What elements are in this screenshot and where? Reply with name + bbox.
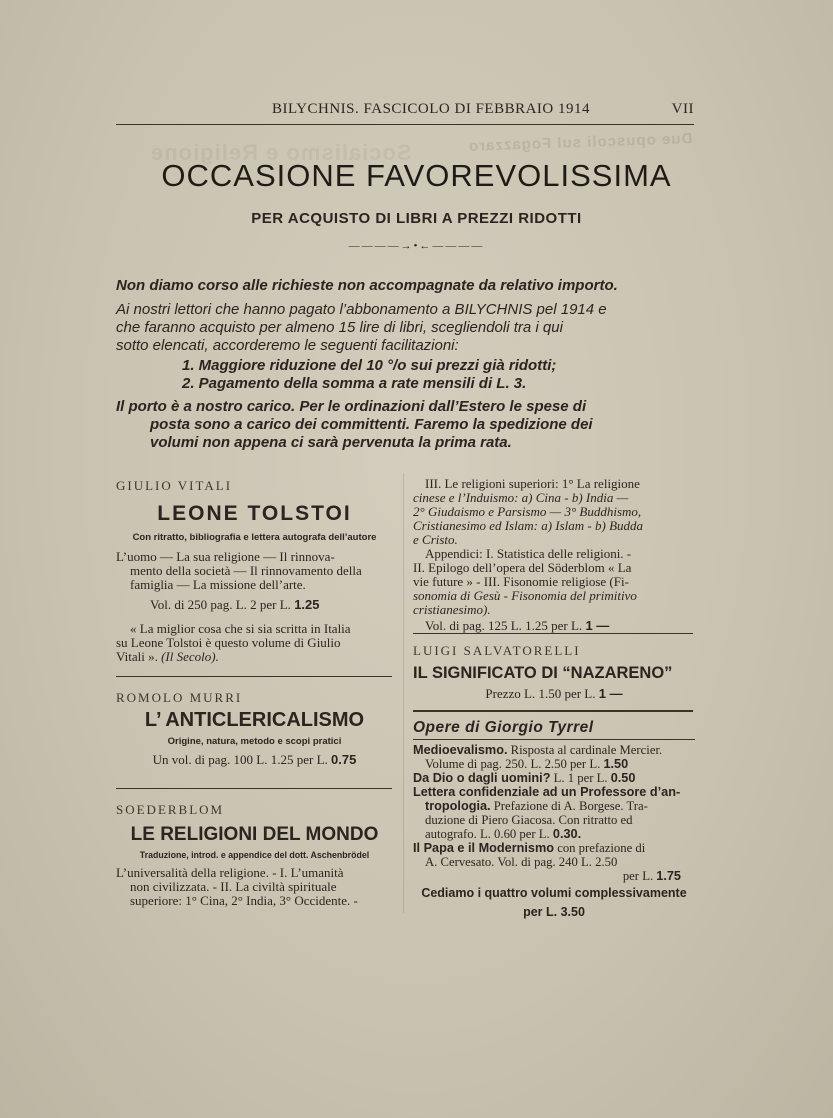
quote-source: (Il Secolo). [161, 649, 219, 664]
notice-line: Il porto è a nostro carico. Per le ordinazioni dall’Estero le spese di [116, 398, 587, 415]
right-column-tyrrel [413, 719, 695, 922]
offer-line: per L. 3.50 [523, 905, 585, 919]
section-rule [116, 676, 392, 677]
book-description [116, 550, 393, 592]
price-value: 1.25 [294, 597, 320, 612]
section-rule [413, 633, 693, 634]
price-value: 0.75 [331, 752, 357, 767]
text-line: cinese e l’Induismo: a) Cina - b) India — [413, 490, 629, 505]
text-line: duzione di Piero Giacosa. Con ritratto ed [425, 813, 633, 827]
shipping-notice [116, 398, 694, 452]
right-column-salvatorelli [413, 643, 695, 701]
left-column-soederblom [116, 802, 393, 908]
offer-line: Cediamo i quattro volumi complessivamente [421, 886, 687, 900]
book-price [116, 753, 393, 767]
notice-line: posta sono a carico dei committenti. Faremo la spedizione dei [150, 416, 593, 433]
notice-line: che faranno acquisto per almeno 15 lire di libri, scegliendoli tra i qui [116, 319, 563, 336]
section-rule [413, 710, 693, 712]
price-text: Prezzo L. 1.50 per L. [485, 686, 599, 701]
text-line [413, 827, 695, 841]
book-author: GIULIO VITALI [116, 478, 233, 493]
book-price [413, 619, 695, 633]
price-text: per L. [622, 869, 657, 883]
text-line: III. Le religioni superiori: 1° La religione [425, 476, 640, 491]
left-column-murri [116, 690, 393, 767]
price-text: Un vol. di pag. 100 L. 1.25 per L. [152, 752, 332, 767]
book-quote [116, 622, 393, 664]
column-divider [403, 473, 404, 913]
text-line: mento della società — Il rinnovamento della [130, 563, 362, 578]
price-value: 1 — [585, 618, 610, 633]
price-value: 1.50 [603, 757, 629, 771]
price-text: autografo. L. 0.60 per L. [425, 827, 553, 841]
book-title: Da Dio o dagli uomini? [413, 771, 551, 785]
text-line: « La miglior cosa che si sia scritta in Italia [130, 621, 351, 636]
left-column [116, 478, 393, 664]
page-title: OCCASIONE FAVOREVOLISSIMA [161, 158, 672, 193]
book-author: ROMOLO MURRI [116, 690, 243, 705]
text-line [413, 869, 695, 883]
book-author: LUIGI SALVATORELLI [413, 643, 581, 658]
bundle-offer [413, 884, 695, 922]
book-title: L’ ANTICLERICALISMO [144, 709, 365, 731]
text-line [413, 757, 695, 771]
notice-item: 1. Maggiore riduzione del 10 °/o sui prezzi già ridotti; [182, 357, 557, 374]
text-line [413, 785, 695, 799]
book-title: tropologia. [425, 799, 491, 813]
book-description [116, 866, 393, 908]
text-line: cristianesimo). [413, 602, 491, 617]
notice-line: volumi non appena ci sarà pervenuta la prima rata. [150, 434, 512, 451]
section-rule [116, 788, 392, 789]
text-run: Prefazione di A. Borgese. Tra- [490, 799, 648, 813]
running-head-title: BILYCHNIS. FASCICOLO DI FEBBRAIO 1914 [272, 101, 590, 117]
notice-line: Ai nostri lettori che hanno pagato l’abbonamento a BILYCHNIS pel 1914 e [116, 301, 607, 318]
book-title: Medioevalismo. [413, 743, 508, 757]
header-rule [116, 124, 694, 125]
book-price [116, 598, 393, 612]
ornament-divider: ————→•←———— [348, 240, 485, 252]
book-price [413, 687, 695, 701]
tyrrel-list [413, 743, 695, 883]
text-run: Risposta al cardinale Mercier. [507, 743, 663, 757]
text-run: con prefazione di [554, 841, 646, 855]
notice-line: sotto elencati, accorderemo le seguenti facilitazioni: [116, 337, 459, 354]
quote-end: Vitali ». [116, 649, 162, 664]
price-text: Vol. di 250 pag. L. 2 per L. [150, 597, 295, 612]
text-line [413, 799, 695, 813]
price-text: L. 1 per L. [550, 771, 611, 785]
book-subtitle: Traduzione, introd. e appendice del dott. Aschenbrödel [139, 850, 370, 860]
price-value: 0.50 [610, 771, 636, 785]
heading-rule [413, 739, 695, 740]
book-title: IL SIGNIFICATO DI “NAZARENO” [413, 664, 673, 682]
section-heading: Opere di Giorgio Tyrrel [413, 719, 594, 736]
text-line [413, 743, 695, 757]
text-line [116, 650, 393, 664]
text-line: e Cristo. [413, 532, 458, 547]
notice-list [182, 357, 682, 393]
text-line: L’universalità della religione. - I. L’umanità [116, 865, 344, 880]
notice-first-line: Non diamo corso alle richieste non accompagnate da relativo importo. [116, 277, 618, 294]
right-column-soederblom-cont [413, 477, 695, 633]
text-line: famiglia — La missione dell’arte. [130, 577, 306, 592]
text-line: vie future » - III. Fisonomie religiose (Fi- [413, 574, 629, 589]
text-line: superiore: 1° Cina, 2° India, 3° Occidente. - [130, 893, 358, 908]
price-value: 0.30. [552, 827, 582, 841]
book-title: LEONE TOLSTOI [157, 502, 352, 525]
book-subtitle: Con ritratto, bibliografia e lettera autografa dell’autore [132, 532, 377, 543]
notice-paragraph [116, 301, 694, 355]
page-number: VII [671, 101, 694, 117]
text-line: 2° Giudaismo e Parsismo — 3° Buddhismo, [413, 504, 642, 519]
notice-item: 2. Pagamento della somma a rate mensili di L. 3. [182, 375, 527, 392]
text-line: sonomia di Gesù - Fisonomia del primitivo [413, 588, 637, 603]
book-subtitle: Origine, natura, metodo e scopi pratici [167, 736, 342, 747]
book-title: Lettera confidenziale ad un Professore d’an- [413, 785, 681, 799]
text-line: A. Cervesato. Vol. di pag. 240 L. 2.50 [425, 855, 618, 869]
text-line: non civilizzata. - II. La civiltà spirituale [130, 879, 337, 894]
book-title: Il Papa e il Modernismo [413, 841, 555, 855]
price-value: 1 — [598, 686, 623, 701]
text-line [413, 841, 695, 855]
text-line: II. Epilogo dell’opera del Söderblom « La [413, 560, 632, 575]
text-line [413, 771, 695, 785]
book-author: SOEDERBLOM [116, 802, 225, 817]
price-value: 1.75 [656, 869, 681, 883]
page-subtitle: PER ACQUISTO DI LIBRI A PREZZI RIDOTTI [251, 210, 582, 227]
price-text: Volume di pag. 250. L. 2.50 per L. [425, 757, 604, 771]
book-title: LE RELIGIONI DEL MONDO [130, 824, 379, 845]
text-line: Cristianesimo ed Islam: a) Islam - b) Budda [413, 518, 644, 533]
show-through-text-2: Socialismo e Religione [150, 140, 412, 165]
text-line: Appendici: I. Statistica delle religioni. - [425, 546, 632, 561]
text-line: L’uomo — La sua religione — Il rinnova- [116, 549, 335, 564]
price-text: Vol. di pag. 125 L. 1.25 per L. [425, 618, 586, 633]
show-through-text-1: Due opuscoli sul Fogazzaro [467, 130, 693, 155]
text-line: su Leone Tolstoi è questo volume di Giulio [116, 635, 341, 650]
